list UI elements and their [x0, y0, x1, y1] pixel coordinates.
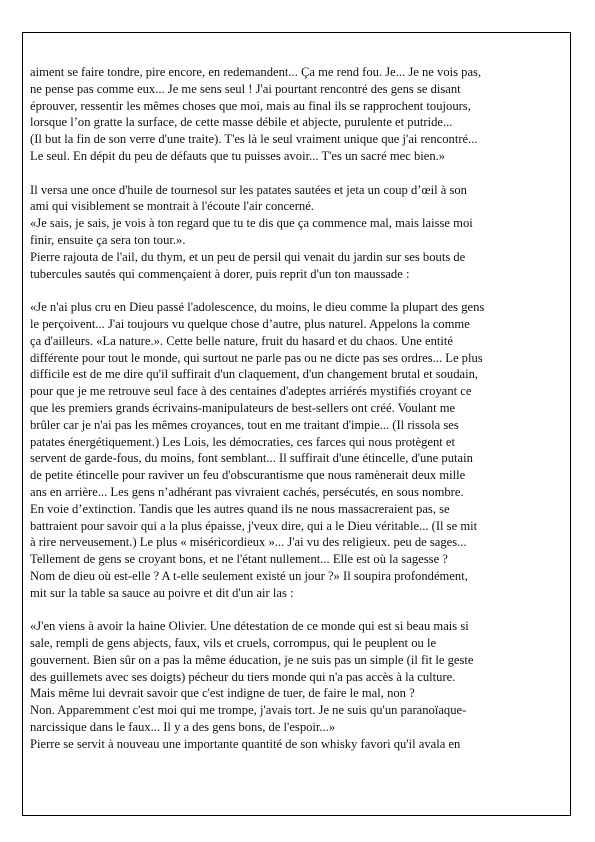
paragraph-gap — [30, 165, 565, 182]
paragraph-gap — [30, 602, 565, 619]
text-line: des guillemets avec ses doigts) pécheur du tiers monde qui n'a pas accès à la culture. — [30, 669, 456, 684]
text-line: Nom de dieu où est-elle ? A t-elle seulement existé un jour ?» Il soupira profondément, — [30, 568, 468, 583]
text-line: tubercules sautés qui commençaient à dorer, puis reprit d'un ton maussade : — [30, 266, 410, 281]
text-line: (Il but la fin de son verre d'une traite). T'es là le seul vraiment unique que j'ai rencontré... — [30, 132, 478, 147]
body-text — [30, 64, 565, 753]
text-line: mit sur la table sa sauce au poivre et dit d'un air las : — [30, 585, 294, 600]
text-line: Le seul. En dépit du peu de défauts que tu puisses avoir... T'es un sacré mec bien.» — [30, 148, 446, 163]
text-line: ça d'ailleurs. «La nature.». Cette belle nature, fruit du hasard et du chaos. Une entité — [30, 333, 453, 348]
text-line: narcissique dans le faux... Il y a des gens bons, de l'espoir...» — [30, 720, 336, 735]
text-line: ami qui visiblement se montrait à l'écoute l'air concerné. — [30, 199, 314, 214]
text-line: En voie d’extinction. Tandis que les autres quand ils ne nous massacreraient pas, se — [30, 501, 450, 516]
text-line: le perçoivent... J'ai toujours vu quelque chose d’autre, plus naturel. Appelons la comme — [30, 316, 470, 331]
text-line: ans en arrière... Les gens n’adhérant pas vivraient cachés, persécutés, en sous nombre. — [30, 484, 464, 499]
text-line: sale, rempli de gens abjects, faux, vils et cruels, corrompus, qui le peuplent ou le — [30, 636, 437, 651]
text-line: Non. Apparemment c'est moi qui me trompe, j'avais tort. Je ne suis qu'un paranoïaque- — [30, 703, 467, 718]
text-line: Pierre se servit à nouveau une importante quantité de son whisky favori qu'il avala en — [30, 736, 461, 751]
text-line: aiment se faire tondre, pire encore, en redemandent... Ça me rend fou. Je... Je ne vois pas, — [30, 65, 482, 79]
text-line: que les premiers grands écrivains-manipulateurs de best-sellers ont créé. Voulant me — [30, 400, 456, 415]
text-line: gouvernent. Bien sûr on a pas la même éducation, je ne suis pas un simple (il fit le geste — [30, 652, 474, 667]
text-line: éprouver, ressentir les mêmes choses que moi, mais au final ils se rapprochent toujours, — [30, 98, 471, 113]
text-line: battraient pour savoir qui a la plus épaisse, j'veux dire, qui a le Dieu véritable... (Il se mit — [30, 518, 478, 533]
text-line: Mais même lui devrait savoir que c'est indigne de tuer, de faire le mal, non ? — [30, 686, 415, 701]
text-line: différente pour tout le monde, qui surtout ne parle pas ou ne dicte pas ses ordres... Le plus — [30, 350, 483, 365]
text-line: brûler car je n'ai pas les mêmes croyances, tout en me traitant d'impie... (Il rissola ses — [30, 417, 459, 432]
text-line: patates énergétiquement.) Les Lois, les démocraties, ces farces qui nous protègent et — [30, 434, 456, 449]
text-line: «Je sais, je sais, je vois à ton regard que tu te dis que ça commence mal, mais laisse moi — [30, 216, 473, 231]
text-line: à rire nerveusement.) Le plus « miséricordieux »... J'ai vu des religieux. peu de sages... — [30, 535, 467, 550]
text-line: Il versa une once d'huile de tournesol sur les patates sautées et jeta un coup d’œil à son — [30, 182, 467, 197]
paragraph-gap — [30, 282, 565, 299]
text-line: lorsque l’on gratte la surface, de cette masse débile et abjecte, purulente et putride... — [30, 115, 453, 130]
text-line: «Je n'ai plus cru en Dieu passé l'adolescence, du moins, le dieu comme la plupart des gens — [30, 300, 485, 315]
text-line: Pierre rajouta de l'ail, du thym, et un peu de persil qui venait du jardin sur ses bouts de — [30, 249, 466, 264]
text-line: difficile est de me dire qu'il suffirait d'un claquement, d'un changement brutal et soudain, — [30, 367, 479, 382]
text-line: servent de garde-fous, du moins, font semblant... Il suffirait d'une étincelle, d'une putain — [30, 451, 473, 466]
text-line: finir, ensuite ça sera ton tour.». — [30, 232, 186, 247]
text-line: Tellement de gens se croyant bons, et ne l'étant nullement... Elle est où la sagesse ? — [30, 552, 448, 567]
text-line: de petite étincelle pour raviver un feu d'obscurantisme que nous ramènerait deux mille — [30, 468, 466, 483]
text-line: pour que je me retrouve seul face à des centaines d'adeptes arriérés mystifiés croyant ce — [30, 384, 472, 399]
text-line: «J'en viens à avoir la haine Olivier. Une détestation de ce monde qui est si beau mais si — [30, 619, 469, 634]
text-line: ne pense pas comme eux... Je me sens seul ! J'ai pourtant rencontré des gens se disant — [30, 81, 461, 96]
